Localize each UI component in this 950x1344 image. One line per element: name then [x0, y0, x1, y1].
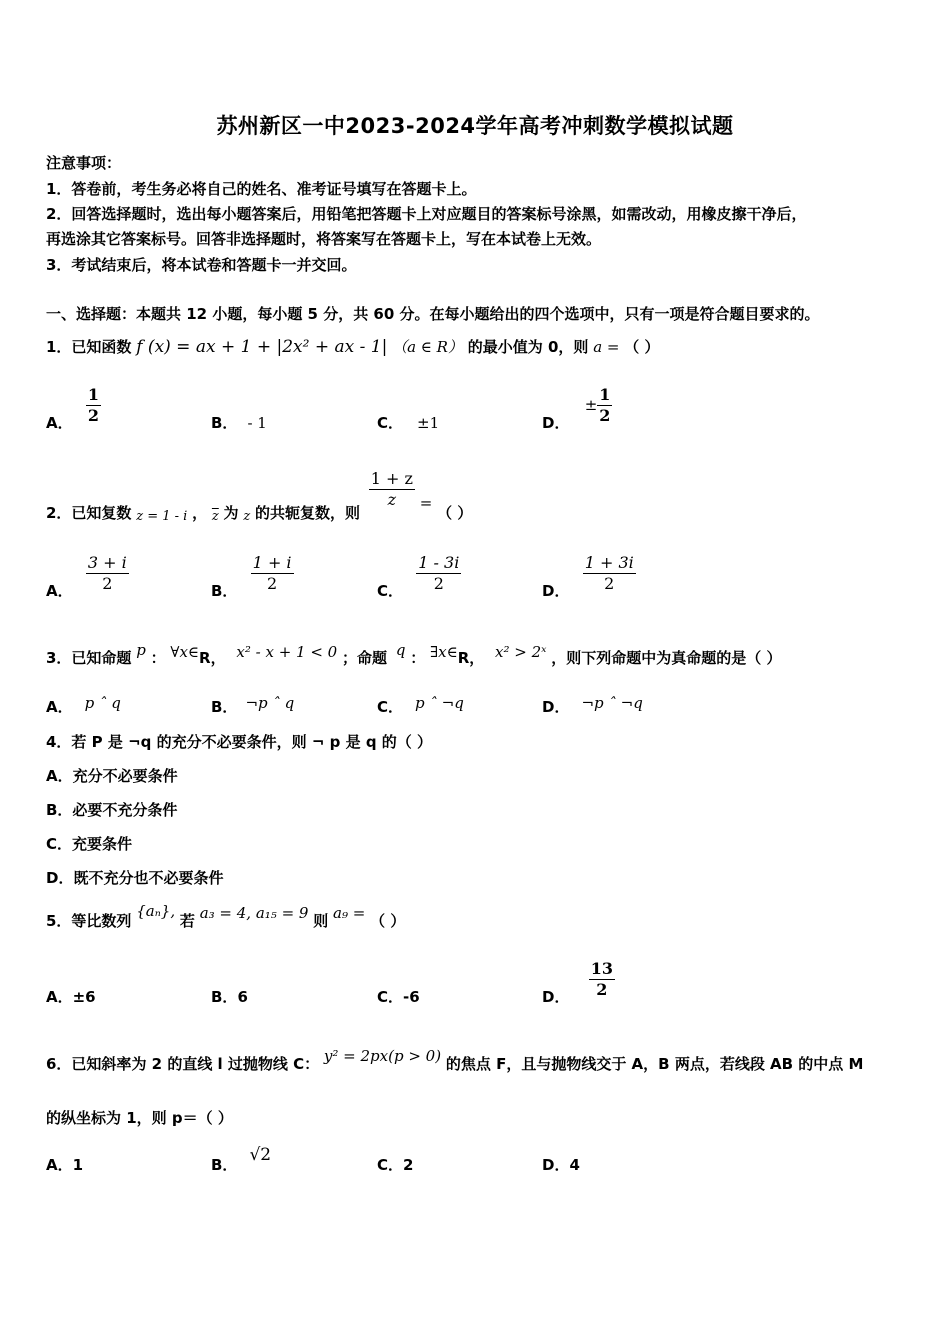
q6-line2: 的纵坐标为 1，则 p＝（ ） — [46, 1109, 233, 1127]
q3-ineq1: x² - x + 1 < 0 — [236, 643, 338, 661]
q2-paren: （ ） — [437, 504, 473, 523]
q5-condition: a₃ = 4, a₁₅ = 9 — [199, 904, 309, 922]
q3-forall: ∀x∈ — [170, 643, 200, 661]
question-5: 5．等比数列 {aₙ}, 若 a₃ = 4, a₁₅ = 9 则 a₉ = （ ） — [46, 902, 406, 930]
q5-sequence: {aₙ}, — [136, 902, 176, 920]
q1-prefix: 1．已知函数 — [46, 338, 132, 356]
q4-option-a: A．充分不必要条件 — [46, 767, 178, 785]
q1-function: f (x) = ax + 1 + |2x² + ax - 1| — [136, 337, 388, 357]
q2-z: z — [243, 509, 251, 525]
q4-option-b: B．必要不充分条件 — [46, 801, 178, 819]
q6-option-a: A．1 — [46, 1156, 84, 1174]
q1-option-c: C． ±1 — [377, 414, 440, 432]
q1-option-d: D． ± $\frac{1}{2}$ — [542, 385, 611, 433]
q1-condition: （a ∈ R） — [392, 338, 463, 356]
notice-heading: 注意事项： — [46, 154, 122, 172]
q2-option-a: A． $\frac{3 + i}{2}$ — [46, 553, 127, 601]
q5-paren: （ ） — [370, 912, 406, 930]
q3-p: p — [136, 641, 146, 659]
notice-item: 1．答卷前，考生务必将自己的姓名、准考证号填写在答题卡上。 — [46, 180, 477, 198]
notice-item: 3．考试结束后，将本试卷和答题卡一并交回。 — [46, 256, 357, 274]
q2-suffix: 的共轭复数，则 — [254, 504, 360, 523]
q6-option-c: C．2 — [377, 1156, 414, 1174]
q6-suffix: 的焦点 F，且与抛物线交于 A，B 两点，若线段 AB 的中点 M — [445, 1055, 864, 1073]
q2-option-d: D． $\frac{1 + 3i}{2}$ — [542, 553, 634, 601]
notice-item: 2．回答选择题时，选出每小题答案后，用铅笔把答题卡上对应题目的答案标号涂黑，如需改动，用橡皮擦干净后， — [46, 205, 807, 223]
q3-exists: ∃x∈ — [430, 643, 458, 661]
q4-option-c: C．充要条件 — [46, 835, 133, 853]
q3-suffix: ，则下列命题中为真命题的是（ ） — [551, 649, 782, 667]
q2-z-expr: z = 1 - i — [136, 509, 188, 525]
q1-suffix: 的最小值为 0，则 — [467, 338, 589, 356]
q2-prefix: 2．已知复数 — [46, 504, 132, 523]
q1-option-a: A． $\frac{1}{2}$ — [46, 385, 99, 433]
q5-option-c: C．-6 — [377, 988, 420, 1006]
question-3: 3．已知命题 p ： ∀x∈R， x² - x + 1 < 0 ；命题 q ： ∃x∈R， x² > 2ˣ ，则下列命题中为真命题的是（ ） — [46, 641, 782, 667]
q5-option-d: D． $\frac{13}{2}$ — [542, 959, 613, 1007]
q1-variable: a = — [593, 338, 620, 356]
question-4: 4．若 P 是 ¬q 的充分不必要条件，则 ¬ p 是 q 的（ ） — [46, 733, 433, 751]
q3-ineq2: x² > 2ˣ — [495, 643, 547, 661]
q2-zbar: $\overline{z}$ — [211, 509, 219, 525]
q5-option-a: A．±6 — [46, 988, 96, 1006]
q5-option-b: B．6 — [211, 988, 248, 1006]
q1-option-b: B． - 1 — [211, 414, 267, 432]
q6-option-d: D．4 — [542, 1156, 580, 1174]
q4-option-d: D．既不充分也不必要条件 — [46, 869, 224, 887]
q3-option-a: A． p ˆ q — [46, 694, 121, 716]
q3-option-c: C． p ˆ ¬q — [377, 694, 464, 716]
q2-option-c: C． $\frac{1 - 3i}{2}$ — [377, 553, 460, 601]
q1-paren: （ ） — [624, 338, 660, 356]
q5-target: a₉ = — [333, 904, 366, 922]
q6-option-b: B． √2 — [211, 1145, 272, 1174]
q6-prefix: 6．已知斜率为 2 的直线 l 过抛物线 C： — [46, 1055, 320, 1073]
q3-prefix: 3．已知命题 — [46, 649, 132, 667]
notice-item: 再选涂其它答案标号。回答非选择题时，将答案写在答题卡上，写在本试卷上无效。 — [46, 230, 602, 248]
question-1 — [46, 332, 660, 362]
q2-equals: = — [419, 494, 433, 513]
q2-mid: 为 — [223, 504, 239, 523]
question-6 — [46, 1044, 863, 1084]
q5-prefix: 5．等比数列 — [46, 912, 132, 930]
q6-equation: y² = 2px(p > 0) — [323, 1047, 442, 1065]
q3-option-b: B． ¬p ˆ q — [211, 694, 295, 716]
q3-q: q — [395, 641, 406, 659]
q2-sep: ， — [192, 504, 208, 523]
q3-option-d: D． ¬p ˆ ¬q — [542, 694, 643, 716]
question-2 — [46, 469, 473, 525]
q2-fraction: $\frac{1 + z}{z}$ — [370, 469, 413, 510]
q2-option-b: B． $\frac{1 + i}{2}$ — [211, 553, 292, 601]
page-title: 苏州新区一中2023-2024学年高考冲刺数学模拟试题 — [216, 114, 734, 138]
section-heading: 一、选择题：本题共 12 小题，每小题 5 分，共 60 分。在每小题给出的四个选项中，只有一项是符合题目要求的。 — [46, 305, 820, 323]
